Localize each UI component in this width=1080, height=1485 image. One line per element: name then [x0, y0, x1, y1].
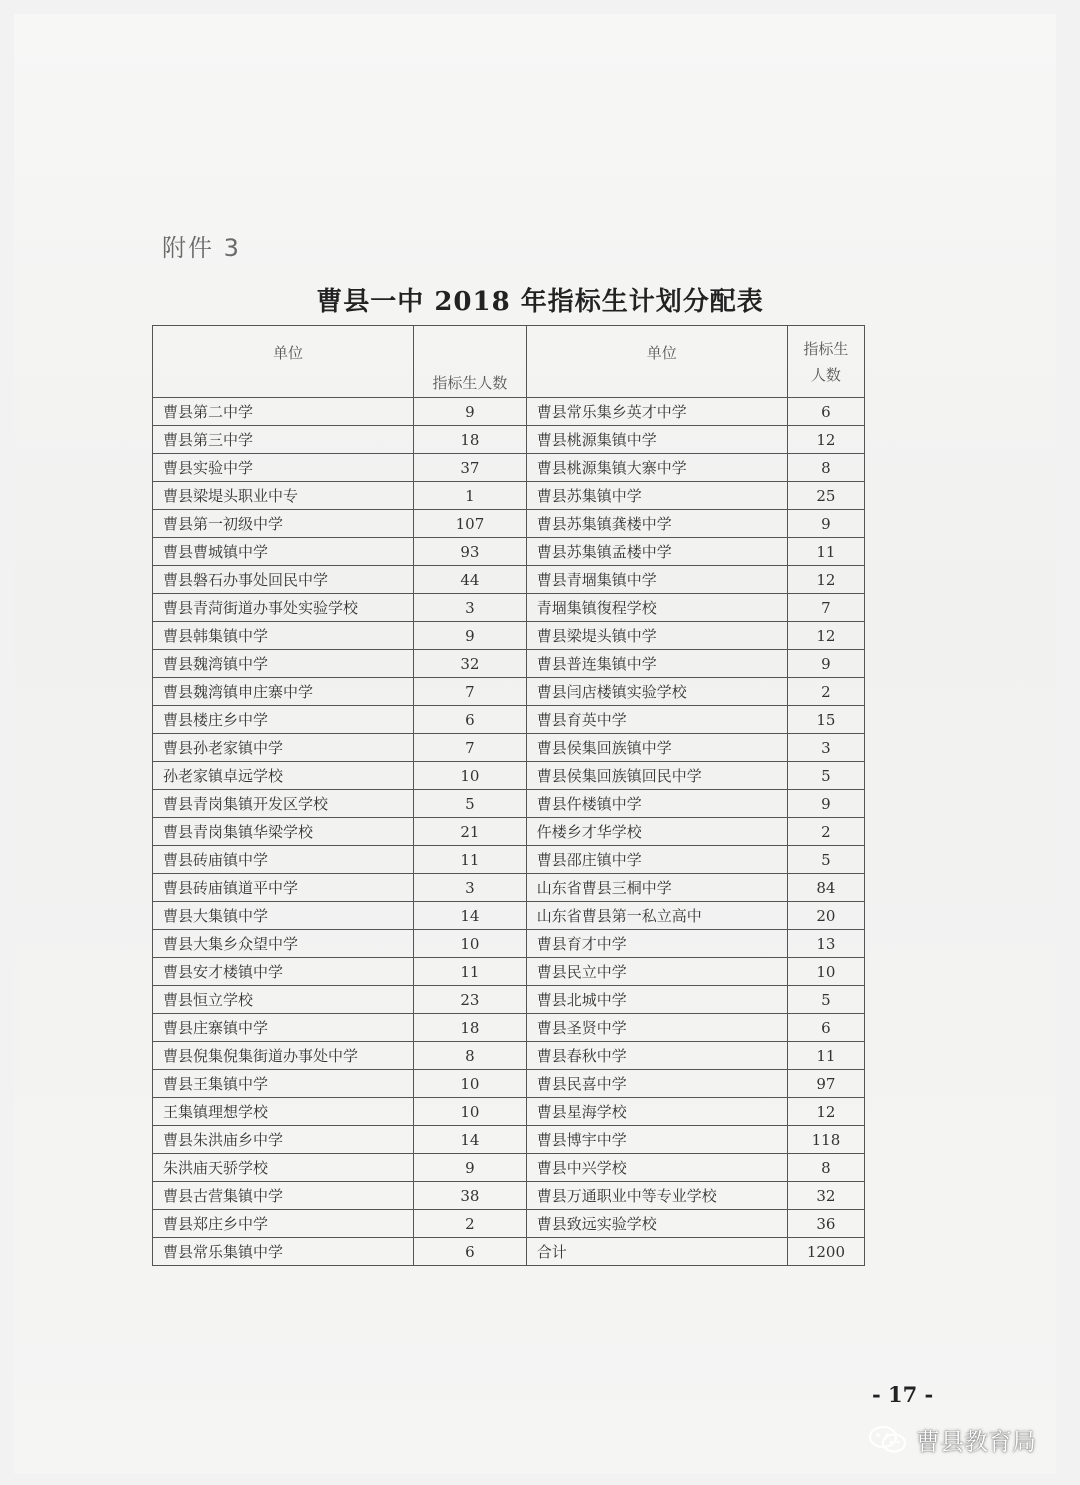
left-quota-count: 32	[414, 650, 527, 678]
right-unit-name: 曹县仵楼镇中学	[526, 790, 787, 818]
right-quota-count: 20	[787, 902, 864, 930]
right-quota-count: 5	[787, 986, 864, 1014]
right-quota-count: 3	[787, 734, 864, 762]
left-unit-name: 王集镇理想学校	[153, 1098, 414, 1126]
header-quota-2-line2: 人数	[810, 365, 841, 384]
left-quota-count: 5	[414, 790, 527, 818]
right-quota-count: 6	[787, 1014, 864, 1042]
right-unit-name: 合计	[526, 1238, 787, 1266]
header-unit: 单位	[153, 326, 414, 398]
table-row	[153, 1126, 865, 1154]
table-row	[153, 706, 865, 734]
right-unit-name: 曹县圣贤中学	[526, 1014, 787, 1042]
left-unit-name: 曹县常乐集镇中学	[153, 1238, 414, 1266]
right-unit-name: 曹县桃源集镇大寨中学	[526, 454, 787, 482]
left-unit-name: 曹县孙老家镇中学	[153, 734, 414, 762]
table-row	[153, 1014, 865, 1042]
right-quota-count: 25	[787, 482, 864, 510]
left-unit-name: 曹县魏湾镇申庄寨中学	[153, 678, 414, 706]
left-quota-count: 10	[414, 1070, 527, 1098]
table-row	[153, 1238, 865, 1266]
left-unit-name: 曹县庄寨镇中学	[153, 1014, 414, 1042]
table-row	[153, 454, 865, 482]
table-row	[153, 426, 865, 454]
wechat-icon	[868, 1424, 908, 1456]
table-row	[153, 1154, 865, 1182]
right-unit-name: 曹县苏集镇龚楼中学	[526, 510, 787, 538]
left-unit-name: 曹县第二中学	[153, 398, 414, 426]
right-unit-name: 曹县中兴学校	[526, 1154, 787, 1182]
right-unit-name: 曹县苏集镇中学	[526, 482, 787, 510]
page-number: - 17 -	[872, 1382, 934, 1407]
left-quota-count: 7	[414, 734, 527, 762]
left-unit-name: 曹县大集乡众望中学	[153, 930, 414, 958]
left-unit-name: 曹县楼庄乡中学	[153, 706, 414, 734]
left-unit-name: 曹县第一初级中学	[153, 510, 414, 538]
right-unit-name: 仵楼乡才华学校	[526, 818, 787, 846]
right-unit-name: 曹县育才中学	[526, 930, 787, 958]
left-quota-count: 44	[414, 566, 527, 594]
left-quota-count: 10	[414, 930, 527, 958]
right-quota-count: 1200	[787, 1238, 864, 1266]
left-quota-count: 6	[414, 706, 527, 734]
right-unit-name: 曹县星海学校	[526, 1098, 787, 1126]
table-row	[153, 1182, 865, 1210]
left-quota-count: 7	[414, 678, 527, 706]
right-quota-count: 7	[787, 594, 864, 622]
right-unit-name: 曹县邵庄镇中学	[526, 846, 787, 874]
right-unit-name: 曹县普连集镇中学	[526, 650, 787, 678]
table-row	[153, 650, 865, 678]
right-quota-count: 12	[787, 426, 864, 454]
left-quota-count: 9	[414, 398, 527, 426]
table-row	[153, 762, 865, 790]
left-quota-count: 38	[414, 1182, 527, 1210]
left-unit-name: 孙老家镇卓远学校	[153, 762, 414, 790]
header-quota: 指标生人数	[414, 326, 527, 398]
left-unit-name: 曹县朱洪庙乡中学	[153, 1126, 414, 1154]
right-quota-count: 5	[787, 846, 864, 874]
left-unit-name: 曹县实验中学	[153, 454, 414, 482]
right-quota-count: 8	[787, 454, 864, 482]
right-unit-name: 曹县常乐集乡英才中学	[526, 398, 787, 426]
left-unit-name: 曹县韩集镇中学	[153, 622, 414, 650]
table-header-row	[153, 326, 865, 398]
left-unit-name: 曹县郑庄乡中学	[153, 1210, 414, 1238]
left-unit-name: 曹县青岗集镇华梁学校	[153, 818, 414, 846]
left-quota-count: 1	[414, 482, 527, 510]
left-unit-name: 曹县青菏街道办事处实验学校	[153, 594, 414, 622]
right-quota-count: 5	[787, 762, 864, 790]
right-quota-count: 12	[787, 622, 864, 650]
right-unit-name: 曹县梁堤头镇中学	[526, 622, 787, 650]
right-unit-name: 曹县万通职业中等专业学校	[526, 1182, 787, 1210]
left-quota-count: 23	[414, 986, 527, 1014]
table-row	[153, 622, 865, 650]
left-unit-name: 曹县梁堤头职业中专	[153, 482, 414, 510]
table-row	[153, 846, 865, 874]
right-quota-count: 84	[787, 874, 864, 902]
right-quota-count: 97	[787, 1070, 864, 1098]
left-unit-name: 曹县青岗集镇开发区学校	[153, 790, 414, 818]
left-quota-count: 9	[414, 622, 527, 650]
right-quota-count: 32	[787, 1182, 864, 1210]
right-unit-name: 曹县苏集镇孟楼中学	[526, 538, 787, 566]
left-unit-name: 曹县砖庙镇道平中学	[153, 874, 414, 902]
left-quota-count: 21	[414, 818, 527, 846]
left-quota-count: 14	[414, 1126, 527, 1154]
table-row	[153, 538, 865, 566]
right-quota-count: 8	[787, 1154, 864, 1182]
header-quota-2-line1: 指标生	[803, 339, 849, 358]
table-row	[153, 1070, 865, 1098]
right-quota-count: 9	[787, 650, 864, 678]
left-unit-name: 曹县砖庙镇中学	[153, 846, 414, 874]
table-row	[153, 930, 865, 958]
watermark-text: 曹县教育局	[916, 1428, 1036, 1456]
table-row	[153, 594, 865, 622]
table-row	[153, 1098, 865, 1126]
left-unit-name: 曹县曹城镇中学	[153, 538, 414, 566]
table-row	[153, 790, 865, 818]
right-quota-count: 11	[787, 1042, 864, 1070]
right-quota-count: 11	[787, 538, 864, 566]
left-quota-count: 107	[414, 510, 527, 538]
table-row	[153, 1210, 865, 1238]
left-unit-name: 曹县古营集镇中学	[153, 1182, 414, 1210]
right-quota-count: 13	[787, 930, 864, 958]
left-unit-name: 曹县王集镇中学	[153, 1070, 414, 1098]
left-quota-count: 8	[414, 1042, 527, 1070]
right-unit-name: 曹县民立中学	[526, 958, 787, 986]
table-row	[153, 482, 865, 510]
left-unit-name: 曹县大集镇中学	[153, 902, 414, 930]
table-row	[153, 902, 865, 930]
table-row	[153, 958, 865, 986]
attachment-label: 附件 3	[162, 234, 241, 262]
right-unit-name: 山东省曹县三桐中学	[526, 874, 787, 902]
left-quota-count: 18	[414, 1014, 527, 1042]
left-quota-count: 93	[414, 538, 527, 566]
right-unit-name: 曹县春秋中学	[526, 1042, 787, 1070]
table-row	[153, 398, 865, 426]
left-quota-count: 37	[414, 454, 527, 482]
left-quota-count: 3	[414, 874, 527, 902]
right-quota-count: 9	[787, 790, 864, 818]
table-row	[153, 566, 865, 594]
right-unit-name: 曹县侯集回族镇中学	[526, 734, 787, 762]
right-quota-count: 12	[787, 566, 864, 594]
left-unit-name: 曹县安才楼镇中学	[153, 958, 414, 986]
right-quota-count: 12	[787, 1098, 864, 1126]
right-unit-name: 曹县侯集回族镇回民中学	[526, 762, 787, 790]
right-quota-count: 9	[787, 510, 864, 538]
left-quota-count: 10	[414, 762, 527, 790]
right-unit-name: 曹县桃源集镇中学	[526, 426, 787, 454]
left-unit-name: 曹县魏湾镇中学	[153, 650, 414, 678]
table-row	[153, 510, 865, 538]
table-row	[153, 1042, 865, 1070]
left-quota-count: 18	[414, 426, 527, 454]
left-quota-count: 11	[414, 958, 527, 986]
right-quota-count: 10	[787, 958, 864, 986]
right-quota-count: 36	[787, 1210, 864, 1238]
left-quota-count: 9	[414, 1154, 527, 1182]
header-quota-2	[787, 326, 864, 398]
right-unit-name: 山东省曹县第一私立高中	[526, 902, 787, 930]
left-quota-count: 11	[414, 846, 527, 874]
right-quota-count: 6	[787, 398, 864, 426]
right-quota-count: 118	[787, 1126, 864, 1154]
left-unit-name: 朱洪庙天骄学校	[153, 1154, 414, 1182]
right-unit-name: 曹县致远实验学校	[526, 1210, 787, 1238]
right-unit-name: 曹县闫店楼镇实验学校	[526, 678, 787, 706]
right-quota-count: 15	[787, 706, 864, 734]
left-quota-count: 2	[414, 1210, 527, 1238]
table-row	[153, 734, 865, 762]
left-quota-count: 14	[414, 902, 527, 930]
left-quota-count: 6	[414, 1238, 527, 1266]
left-quota-count: 10	[414, 1098, 527, 1126]
table-row	[153, 986, 865, 1014]
right-quota-count: 2	[787, 818, 864, 846]
left-unit-name: 曹县倪集倪集街道办事处中学	[153, 1042, 414, 1070]
left-quota-count: 3	[414, 594, 527, 622]
right-quota-count: 2	[787, 678, 864, 706]
right-unit-name: 曹县博宇中学	[526, 1126, 787, 1154]
right-unit-name: 曹县育英中学	[526, 706, 787, 734]
right-unit-name: 曹县北城中学	[526, 986, 787, 1014]
left-unit-name: 曹县恒立学校	[153, 986, 414, 1014]
header-unit-2: 单位	[526, 326, 787, 398]
page-title: 曹县一中 2018 年指标生计划分配表	[316, 287, 764, 317]
allocation-table	[152, 325, 865, 1266]
watermark	[868, 1422, 1036, 1457]
table-row	[153, 874, 865, 902]
right-unit-name: 曹县民喜中学	[526, 1070, 787, 1098]
left-unit-name: 曹县第三中学	[153, 426, 414, 454]
table-body	[153, 398, 865, 1266]
table-row	[153, 678, 865, 706]
right-unit-name: 青堌集镇復程学校	[526, 594, 787, 622]
right-unit-name: 曹县青堌集镇中学	[526, 566, 787, 594]
table-row	[153, 818, 865, 846]
left-unit-name: 曹县磐石办事处回民中学	[153, 566, 414, 594]
